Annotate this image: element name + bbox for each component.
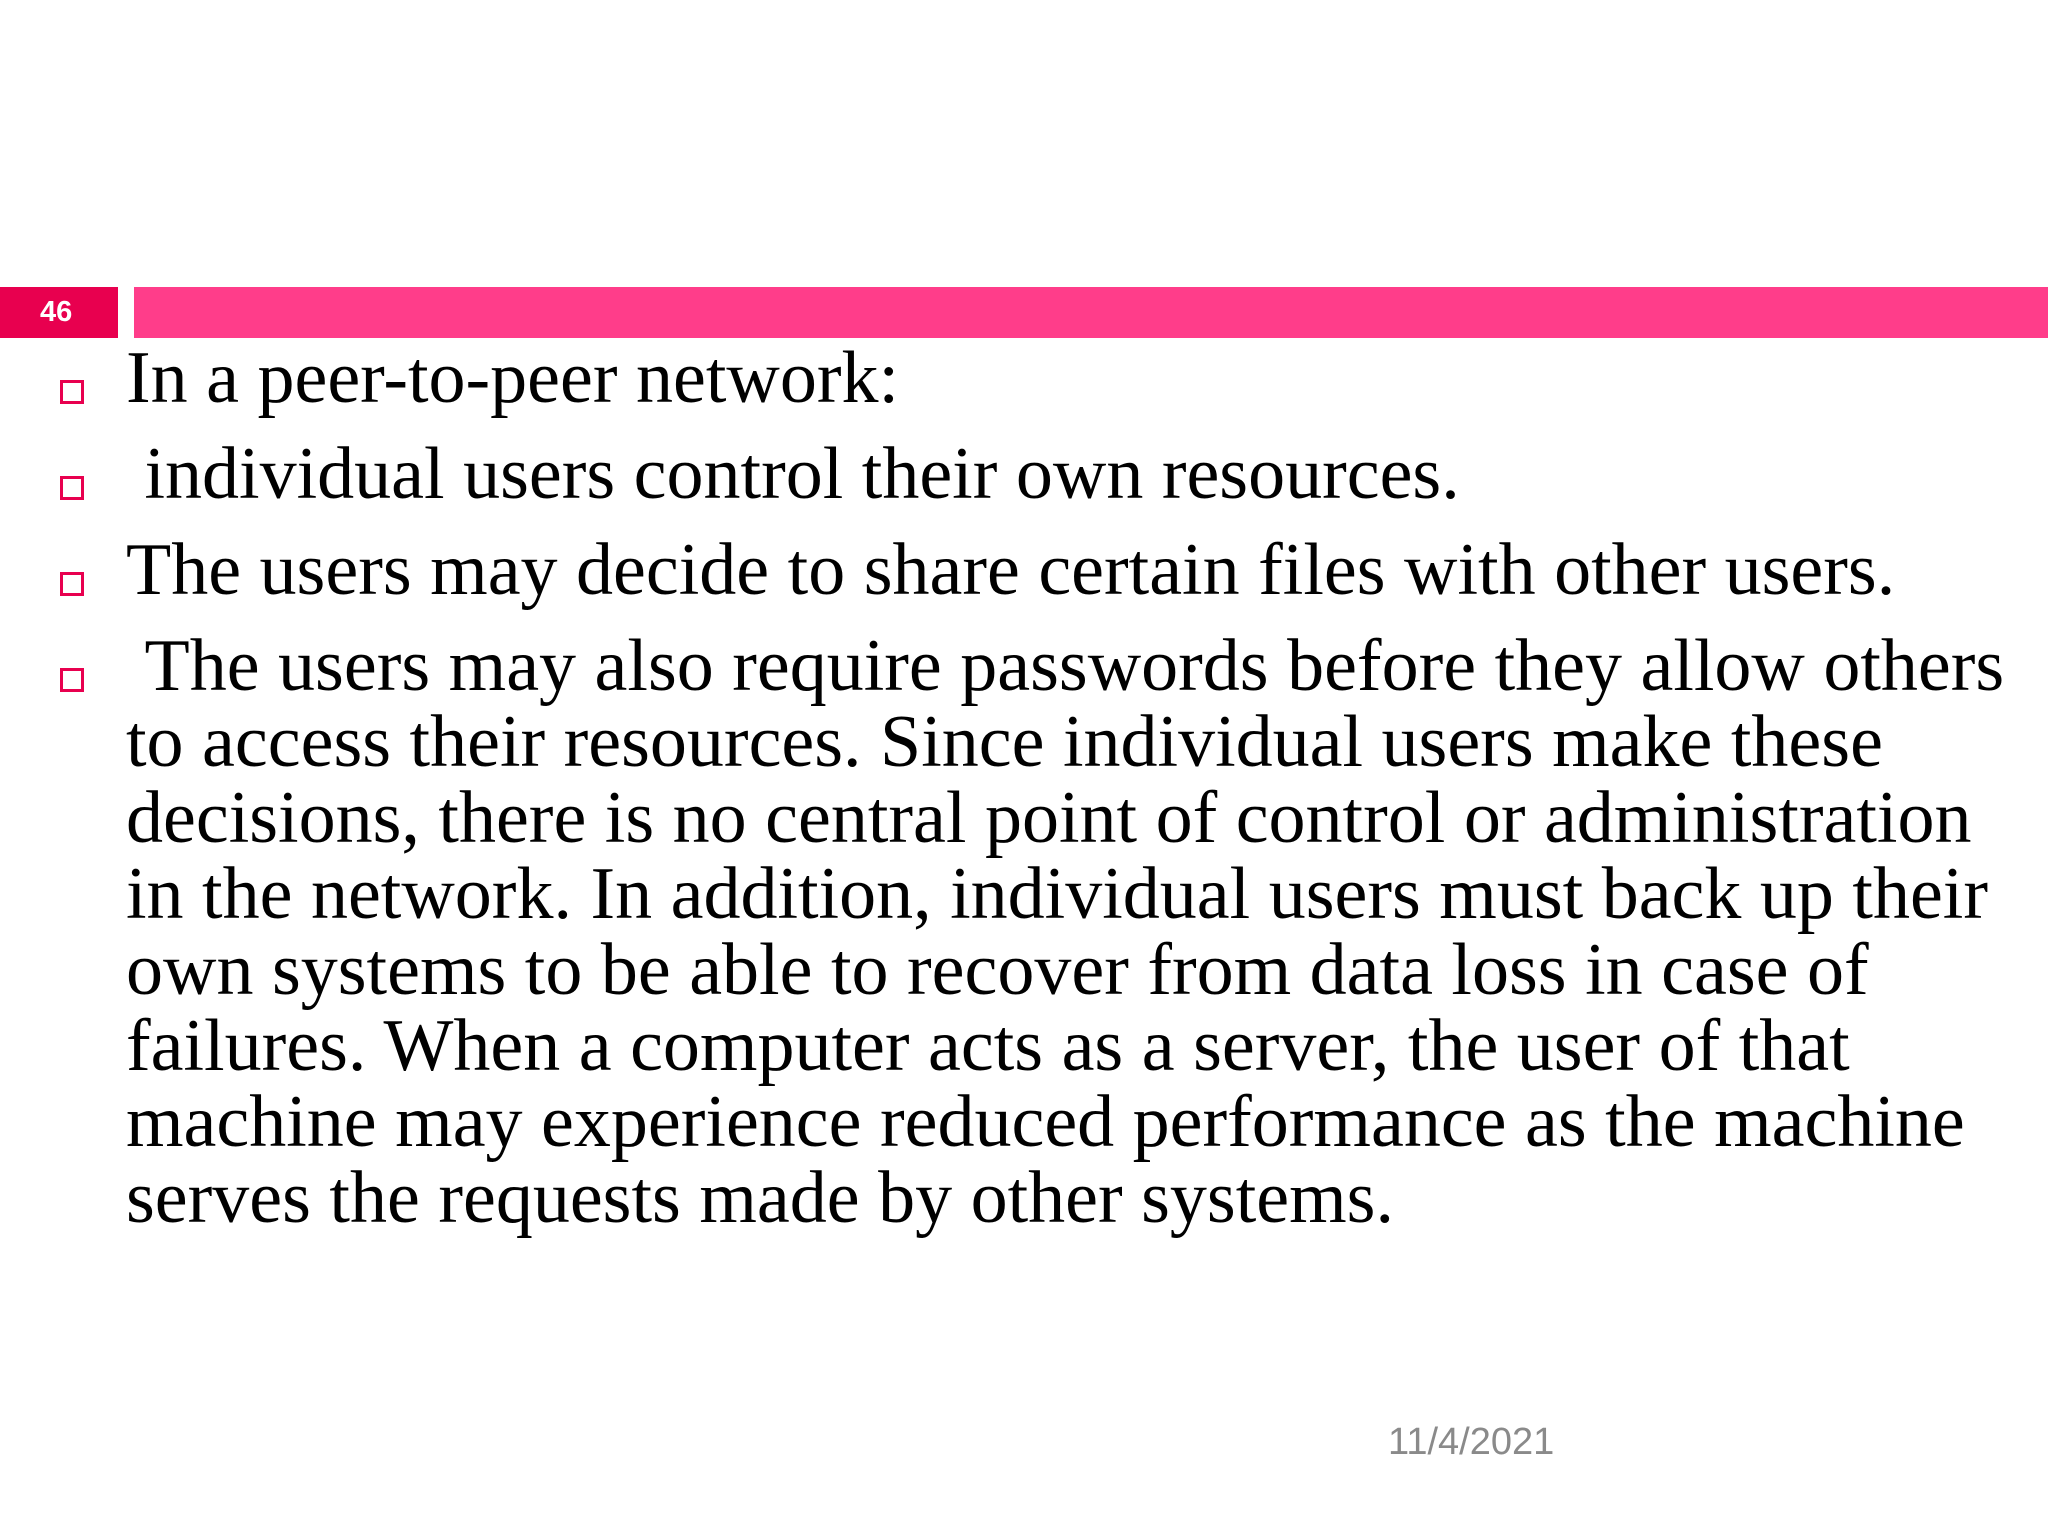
square-bullet-icon <box>60 572 84 596</box>
bullet-item <box>0 529 2048 611</box>
square-bullet-icon <box>60 476 84 500</box>
title-bar <box>134 287 2048 338</box>
bullet-text: The users may decide to share certain files with other users. <box>126 529 1896 611</box>
bullet-text: individual users control their own resources. <box>126 433 1460 515</box>
bullet-list <box>0 337 2048 1239</box>
bullet-item <box>0 625 2048 1239</box>
square-bullet-icon <box>60 380 84 404</box>
slide-number: 46 <box>0 287 118 338</box>
bullet-item <box>0 337 2048 419</box>
bullet-text: In a peer-to-peer network: <box>126 337 900 419</box>
footer-date: 11/4/2021 <box>1388 1421 1555 1463</box>
bullet-text: The users may also require passwords before they allow others to access their resources. Since individual users make these decisions, there is no central point of control or administration in the network. In addition, individual users must back up their own systems to be able to recover from data loss in case of failures. When a computer acts as a server, the user of that machine may experience reduced performance as the machine serves the requests made by other systems. <box>126 625 2023 1239</box>
square-bullet-icon <box>60 668 84 692</box>
bullet-item <box>0 433 2048 515</box>
